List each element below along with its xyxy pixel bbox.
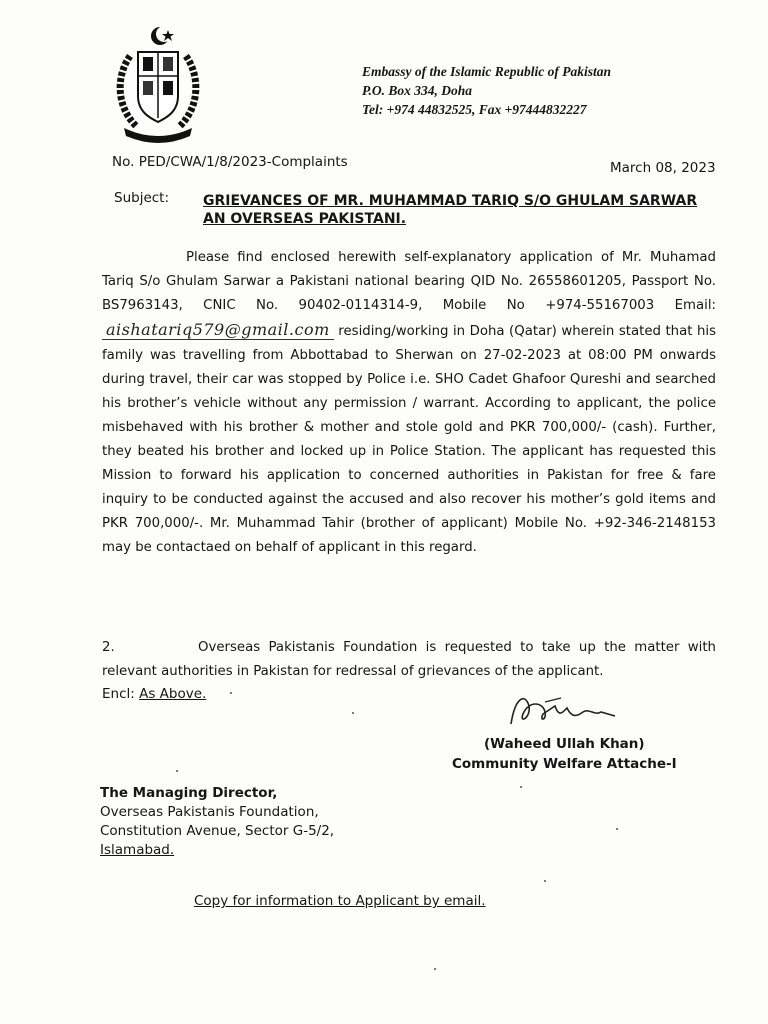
scan-speck [434,968,436,970]
subject-line-2: AN OVERSEAS PAKISTANI. [203,211,407,227]
signatory-title: Community Welfare Attache-I [452,756,677,772]
applicant-email: aishatariq579@gmail.com [102,320,334,340]
subject-text [203,192,723,228]
addressee-block [100,784,334,860]
signatory-name: (Waheed Ullah Khan) [484,736,645,752]
addressee-title: The Managing Director, [100,785,278,801]
subject-line-1: GRIEVANCES OF MR. MUHAMMAD TARIQ S/O GHULAM SARWAR [203,193,698,209]
enclosure [102,686,206,702]
addressee-organization: Overseas Pakistanis Foundation, [100,804,319,820]
scan-speck [352,712,354,714]
addressee-street: Constitution Avenue, Sector G-5/2, [100,823,335,839]
copy-note: Copy for information to Applicant by email. [194,893,486,909]
paragraph-1-text-end: residing/working in Doha (Qatar) wherein stated that his family was travelling from Abbottabad to Sherwan on 27-02-2023 at 08:00 PM onwards during travel, their car was stopped by Police i.e. SHO Cadet Ghafoor Qureshi and searched his brother’s vehicle without any permission / warrant. According to applicant, the police misbehaved with his brother & mother and stole gold and PKR 700,000/- (cash). Further, they beated his brother and locked up in Police Station. The applicant has requested this Mission to forward his application to concerned authorities in Pakistan for free & fare inquiry to be conducted against the accused and also recover his mother’s gold items and PKR 700,000/-. Mr. Muhammad Tahir (brother of applicant) Mobile No. +92-346-2148153 may be contactaed on behalf of applicant in this regard. [102,324,717,555]
scan-speck [616,828,618,830]
scan-speck [544,880,546,882]
letterhead [362,62,692,119]
letterhead-po-box: P.O. Box 334, Doha [362,83,473,98]
reference-number: No. PED/CWA/1/8/2023-Complaints [112,154,348,170]
scan-speck [520,786,522,788]
scan-speck [176,770,178,772]
paragraph-2-text: Overseas Pakistanis Foundation is requested to take up the matter with relevant authorities in Pakistan for redressal of grievances of the applicant. [102,640,716,679]
paragraph-2-number: 2. [102,640,115,655]
body-paragraph-2 [102,636,716,684]
body-paragraph-1 [102,246,716,560]
handwritten-signature [505,688,625,732]
scan-speck [230,692,232,694]
enclosure-label: Encl: [102,686,135,702]
enclosure-value: As Above. [139,686,207,702]
emblem-icon [110,26,206,144]
state-emblem [110,26,206,144]
subject-label: Subject: [114,190,170,206]
paragraph-1-text-start: Please find enclosed herewith self-explanatory application of Mr. Muhamad Tariq S/o Ghulam Sarwar a Pakistani national bearing QID No. 26558601205, Passport No. BS7963143, CNIC No. 90402-0114314-9, Mobile No +974-55167003 Email: [102,250,716,313]
letterhead-contact: Tel: +974 44832525, Fax +97444832227 [362,102,587,117]
letter-date: March 08, 2023 [610,160,716,176]
addressee-city: Islamabad. [100,842,175,858]
signatory-block [452,734,677,774]
letterhead-embassy: Embassy of the Islamic Republic of Pakistan [362,64,612,79]
